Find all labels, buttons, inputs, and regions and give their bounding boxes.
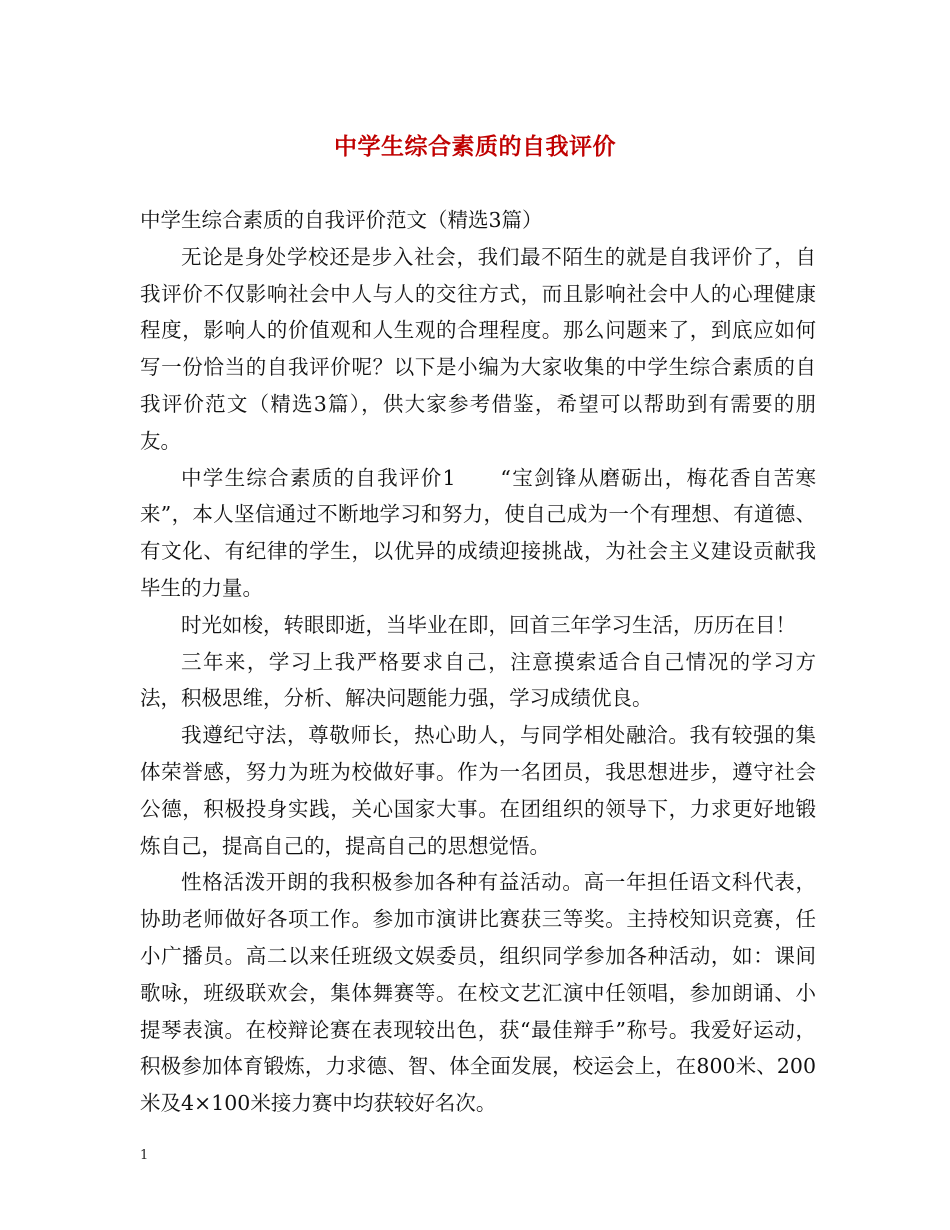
document-title: 中学生综合素质的自我评价 [334,134,616,160]
paragraph-time-flies: 时光如梭，转眼即逝，当毕业在即，回首三年学习生活，历历在目！ [181,612,796,637]
paragraph-activities: 性格活泼开朗的我积极参加各种有益活动。高一年担任语文科代表，协助老师做好各项工作。参加市演讲比赛获三等奖。主持校知识竞赛，任小广播员。高二以来任班级文娱委员，组织同学参加各种活动，如：课间歌咏，班级联欢会，集体舞赛等。在校文艺汇演中任领唱，参加朗诵、小提琴表演。在校辩论赛在表现较出色，获“最佳辩手”称号。我爱好运动，积极参加体育锻炼，力求德、智、体全面发展，校运会上，在800米、200米及4×100米接力赛中均获较好名次。 [140,870,816,1116]
document-subtitle: 中学生综合素质的自我评价范文（精选3篇） [140,208,543,232]
page-number: 1 [140,1148,149,1163]
paragraph-essay-1-opening: 中学生综合素质的自我评价1 “宝剑锋从磨砺出，梅花香自苦寒来”，本人坚信通过不断地学习和努力，使自己成为一个有理想、有道德、有文化、有纪律的学生，以优异的成绩迎接挑战，为社会主义建设贡献我毕生的力量。 [140,465,816,600]
paragraph-intro: 无论是身处学校还是步入社会，我们最不陌生的就是自我评价了，自我评价不仅影响社会中人与人的交往方式，而且影响社会中人的心理健康程度，影响人的价值观和人生观的合理程度。那么问题来了，到底应如何写一份恰当的自我评价呢？以下是小编为大家收集的中学生综合素质的自我评价范文（精选3篇），供大家参考借鉴，希望可以帮助到有需要的朋友。 [140,244,816,453]
document-body [140,202,816,1122]
paragraph-conduct: 我遵纪守法，尊敬师长，热心助人，与同学相处融洽。我有较强的集体荣誉感，努力为班为校做好事。作为一名团员，我思想进步，遵守社会公德，积极投身实践，关心国家大事。在团组织的领导下，力求更好地锻炼自己，提高自己的，提高自己的思想觉悟。 [140,723,816,858]
paragraph-study: 三年来，学习上我严格要求自己，注意摸索适合自己情况的学习方法，积极思维，分析、解决问题能力强，学习成绩优良。 [140,649,816,711]
